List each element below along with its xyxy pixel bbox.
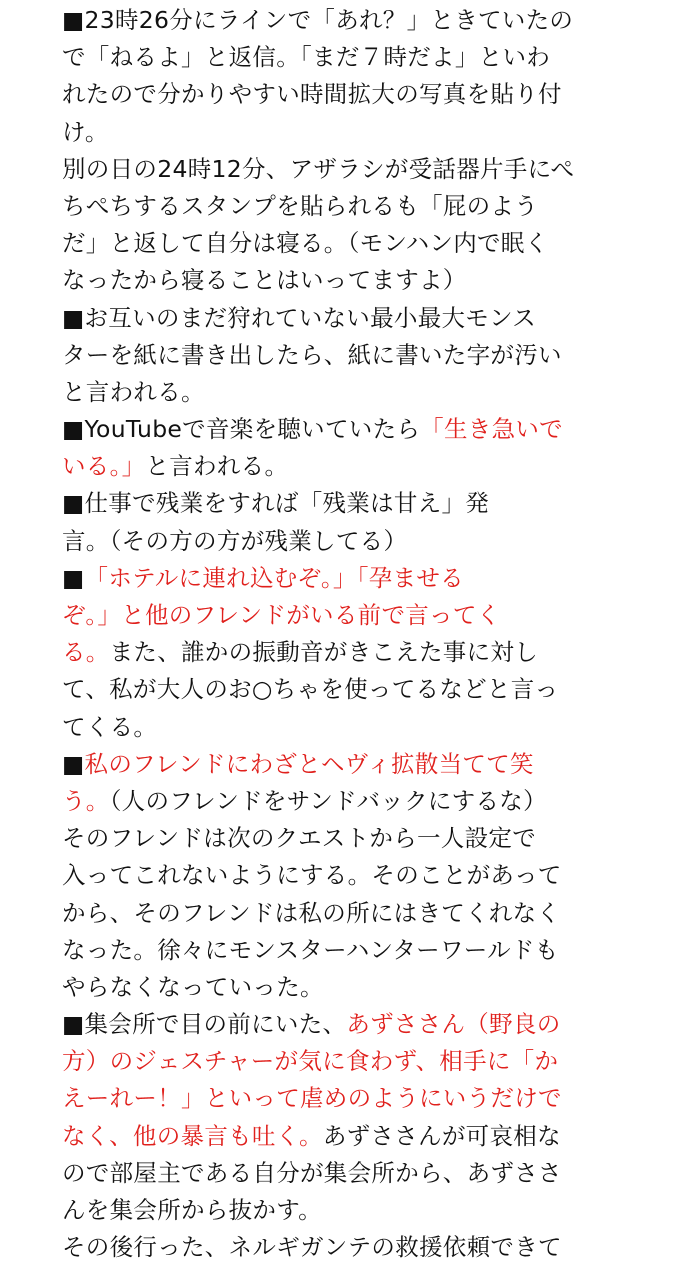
text-line: [62, 895, 622, 932]
highlighted-text: る。: [62, 638, 110, 667]
highlighted-text: う。: [62, 786, 110, 815]
text-line: [62, 300, 622, 337]
text-line: [62, 337, 622, 374]
text-line: [62, 2, 622, 39]
highlighted-text: いる。」: [62, 452, 146, 481]
body-text: なったから寝ることはいってますよ）: [62, 266, 467, 295]
text-line: [62, 374, 622, 411]
body-text: やらなくなっていった。: [62, 972, 324, 1001]
body-text: 言。（その方の方が残業してる）: [62, 526, 408, 555]
highlighted-text: 「生き急いで: [420, 415, 563, 444]
text-line: [62, 709, 622, 746]
highlighted-text: ぞ。」と他のフレンドがいる前で言ってく: [62, 601, 501, 629]
body-text: 入ってこれないようにする。そのことがあって: [62, 861, 562, 890]
text-line: [62, 411, 622, 448]
text-line: [62, 597, 622, 634]
text-line: [62, 746, 622, 783]
body-text: その後行った、ネルギガンテの救援依頼できて: [62, 1233, 562, 1262]
text-line: [62, 448, 622, 485]
text-line: [62, 262, 622, 299]
body-text: ■集会所で目の前にいた、: [62, 1010, 347, 1039]
text-line: [62, 485, 622, 522]
text-line: [62, 1118, 622, 1155]
text-line: [62, 523, 622, 560]
text-line: [62, 39, 622, 76]
text-line: [62, 1192, 622, 1229]
text-line: [62, 114, 622, 151]
body-text: （人のフレンドをサンドバックにするな）: [109, 786, 547, 815]
highlighted-text: 私のフレンドにわざとヘヴィ拡散当てて笑: [84, 749, 534, 778]
body-text: そのフレンドは次のクエストから一人設定で: [62, 824, 537, 853]
text-line: [62, 857, 622, 894]
body-text: ■: [62, 749, 85, 778]
body-text: から、そのフレンドは私の所にはきてくれなく: [62, 898, 561, 927]
highlighted-text: 方）のジェスチャーが気に食わず、相手に「か: [62, 1047, 559, 1076]
text-line: [62, 1155, 622, 1192]
text-line: [62, 225, 622, 262]
body-text: また、誰かの振動音がきこえた事に対し: [109, 638, 539, 667]
text-line: [62, 820, 622, 857]
highlighted-text: あずささん（野良の: [346, 1010, 561, 1039]
body-text: れたので分かりやすい時間拡大の写真を貼り付: [62, 80, 562, 109]
body-text: と言われる。: [145, 452, 289, 481]
text-line: [62, 1080, 622, 1117]
body-text: んを集会所から抜かす。: [62, 1196, 322, 1224]
highlighted-text: なく、他の暴言も吐く。: [62, 1121, 323, 1150]
body-text: ので部屋主である自分が集会所から、あずささ: [62, 1158, 562, 1187]
body-text: ターを紙に書き出したら、紙に書いた字が汚い: [62, 340, 562, 369]
body-text: てくる。: [62, 712, 158, 741]
text-line: [62, 634, 622, 671]
text-line: [62, 560, 622, 597]
text-line: [62, 783, 622, 820]
body-text: て、私が大人のお○ちゃを使ってるなどと言っ: [62, 675, 559, 704]
text-line: [62, 1043, 622, 1080]
body-text: で「ねるよ」と返信。「まだ７時だよ」といわ: [62, 43, 551, 72]
highlighted-text: えーれー！」といって虐めのようにいうだけで: [62, 1084, 562, 1113]
body-text: 別の日の24時12分、アザラシが受話器片手にぺ: [62, 154, 575, 183]
text-line: [62, 1229, 622, 1266]
body-text: ■23時26分にラインで「あれ？」ときていたの: [62, 6, 574, 34]
body-text: ■YouTubeで音楽を聴いていたら: [62, 415, 421, 444]
body-text: け。: [62, 117, 109, 146]
document-body: [62, 2, 622, 1266]
highlighted-text: 「ホテルに連れ込むぞ。」「孕ませる: [84, 563, 464, 592]
body-text: ■仕事で残業をすれば「残業は甘え」発: [62, 489, 490, 518]
text-line: [62, 1006, 622, 1043]
body-text: だ」と返して自分は寝る。（モンハン内で眠く: [62, 229, 549, 258]
body-text: あずささんが可哀相な: [322, 1121, 561, 1150]
text-line: [62, 76, 622, 113]
body-text: なった。徐々にモンスターハンターワールドも: [62, 935, 559, 964]
text-line: [62, 969, 622, 1006]
text-line: [62, 151, 622, 188]
body-text: ■: [62, 563, 85, 592]
body-text: ちぺちするスタンプを貼られるも「屁のよう: [62, 191, 538, 220]
text-line: [62, 932, 622, 969]
text-line: [62, 188, 622, 225]
text-line: [62, 671, 622, 708]
body-text: と言われる。: [62, 377, 205, 406]
body-text: ■お互いのまだ狩れていない最小最大モンス: [62, 303, 536, 332]
